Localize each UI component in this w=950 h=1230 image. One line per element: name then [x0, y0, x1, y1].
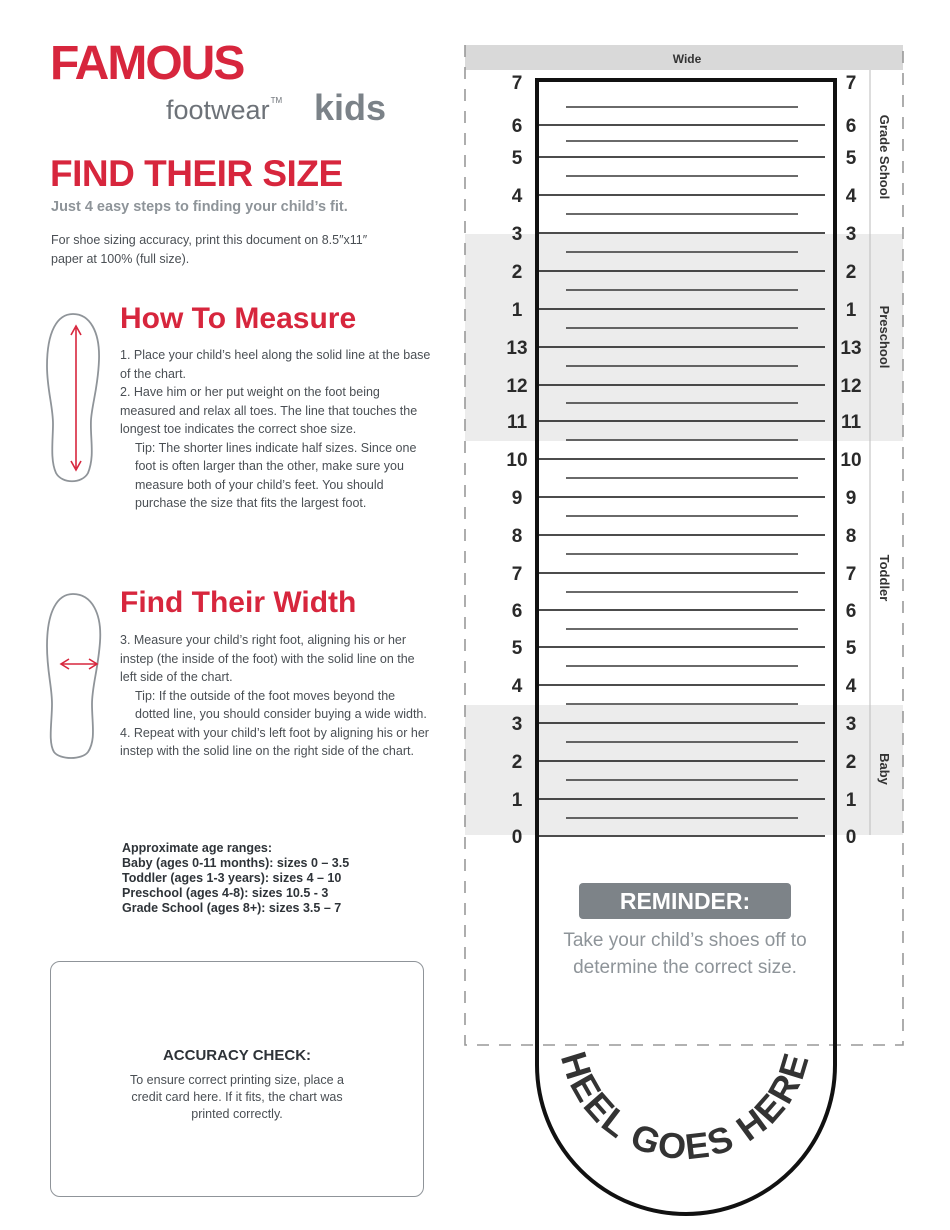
size-number-right: 3 — [845, 224, 857, 245]
heel-goes-here-text — [553, 1047, 817, 1168]
measure-step-2: 2. Have him or her put weight on the foot being measured and relax all toes. The line that touches the longest toe indicates the correct shoe size. — [120, 385, 418, 436]
width-tip: Tip: If the outside of the foot moves beyond the dotted line, you should consider buying a wide width. — [135, 688, 427, 721]
accuracy-check-title: ACCURACY CHECK: — [162, 1047, 312, 1064]
reminder-badge: REMINDER: — [579, 883, 791, 919]
wide-label: Wide — [672, 52, 702, 66]
size-number-right: 11 — [840, 412, 862, 433]
print-note: For shoe sizing accuracy, print this document on 8.5″x11″ paper at 100% (full size). — [51, 233, 368, 266]
size-number-right: 8 — [845, 526, 857, 547]
size-number-left: 7 — [511, 73, 523, 94]
size-number-left: 5 — [511, 148, 523, 169]
baby-band — [465, 705, 903, 835]
category-grade-school: Grade School — [877, 114, 892, 200]
size-number-left: 12 — [506, 376, 528, 397]
size-number-right: 4 — [845, 186, 857, 207]
width-step-3: 3. Measure your child’s right foot, aligning his or her instep (the inside of the foot) with the solid line on the left side of the chart. — [120, 633, 415, 684]
footwear-wordmark: footwear — [166, 95, 270, 125]
size-number-left: 3 — [511, 224, 523, 245]
size-number-left: 8 — [511, 526, 523, 547]
measure-tip: Tip: The shorter lines indicate half sizes. Since one foot is often larger than the other, make sure you measure both of your child’s feet. You should purchase the size that fits the largest foot. — [135, 440, 417, 510]
find-width-title: Find Their Width — [120, 586, 357, 619]
measure-step-1: 1. Place your child’s heel along the solid line at the base of the chart. — [120, 348, 431, 381]
size-number-right: 7 — [845, 564, 857, 585]
size-number-left: 3 — [511, 714, 523, 735]
size-number-right: 2 — [845, 752, 857, 773]
preschool-band — [465, 234, 903, 441]
size-number-right: 12 — [840, 376, 862, 397]
size-number-right: 6 — [845, 601, 857, 622]
category-preschool: Preschool — [877, 305, 892, 369]
age-range-baby: Baby (ages 0-11 months): sizes 0 – 3.5 — [122, 856, 350, 870]
age-range-preschool: Preschool (ages 4-8): sizes 10.5 - 3 — [122, 886, 329, 900]
size-number-left: 0 — [511, 827, 523, 848]
category-toddler: Toddler — [877, 554, 892, 602]
size-number-right: 0 — [845, 827, 857, 848]
size-number-left: 6 — [511, 601, 523, 622]
famous-logo: FAMOUS — [50, 37, 244, 90]
trademark-mark: TM — [270, 96, 283, 105]
size-number-right: 7 — [845, 73, 857, 94]
age-ranges-heading: Approximate age ranges: — [122, 841, 273, 855]
size-number-right: 10 — [840, 450, 862, 471]
size-number-left: 11 — [506, 412, 528, 433]
size-number-right: 4 — [845, 676, 857, 697]
size-number-right: 13 — [840, 338, 862, 359]
size-number-left: 1 — [511, 300, 523, 321]
size-number-left: 2 — [511, 262, 523, 283]
heel-goes-here-path: HEEL GOES HERE — [552, 1046, 818, 1168]
size-number-left: 6 — [511, 116, 523, 137]
accuracy-check-text: To ensure correct printing size, place a credit card here. If it fits, the chart was printed correctly. — [130, 1073, 344, 1121]
how-to-measure-title: How To Measure — [120, 302, 357, 335]
size-number-right: 1 — [845, 790, 857, 811]
size-number-right: 5 — [845, 148, 857, 169]
size-number-right: 5 — [845, 638, 857, 659]
size-number-left: 13 — [506, 338, 528, 359]
size-number-left: 4 — [511, 676, 523, 697]
age-range-toddler: Toddler (ages 1-3 years): sizes 4 – 10 — [122, 871, 342, 885]
size-number-left: 10 — [506, 450, 528, 471]
size-number-right: 3 — [845, 714, 857, 735]
size-number-right: 1 — [845, 300, 857, 321]
page-subtitle: Just 4 easy steps to finding your child’s fit. — [51, 199, 348, 215]
size-number-right: 6 — [845, 116, 857, 137]
size-number-right: 2 — [845, 262, 857, 283]
size-number-left: 5 — [511, 638, 523, 659]
size-number-left: 1 — [511, 790, 523, 811]
reminder-text: Take your child’s shoes off to determine the correct size. — [563, 930, 807, 978]
category-baby: Baby — [877, 753, 892, 785]
page-title: FIND THEIR SIZE — [50, 153, 343, 194]
size-number-left: 2 — [511, 752, 523, 773]
kids-logo: kids — [314, 87, 387, 128]
size-number-right: 9 — [845, 488, 857, 509]
age-range-grade-school: Grade School (ages 8+): sizes 3.5 – 7 — [122, 901, 342, 915]
size-number-left: 7 — [511, 564, 523, 585]
size-number-left: 4 — [511, 186, 523, 207]
size-number-left: 9 — [511, 488, 523, 509]
width-step-4: 4. Repeat with your child’s left foot by aligning his or her instep with the solid line on the right side of the chart. — [120, 725, 429, 758]
